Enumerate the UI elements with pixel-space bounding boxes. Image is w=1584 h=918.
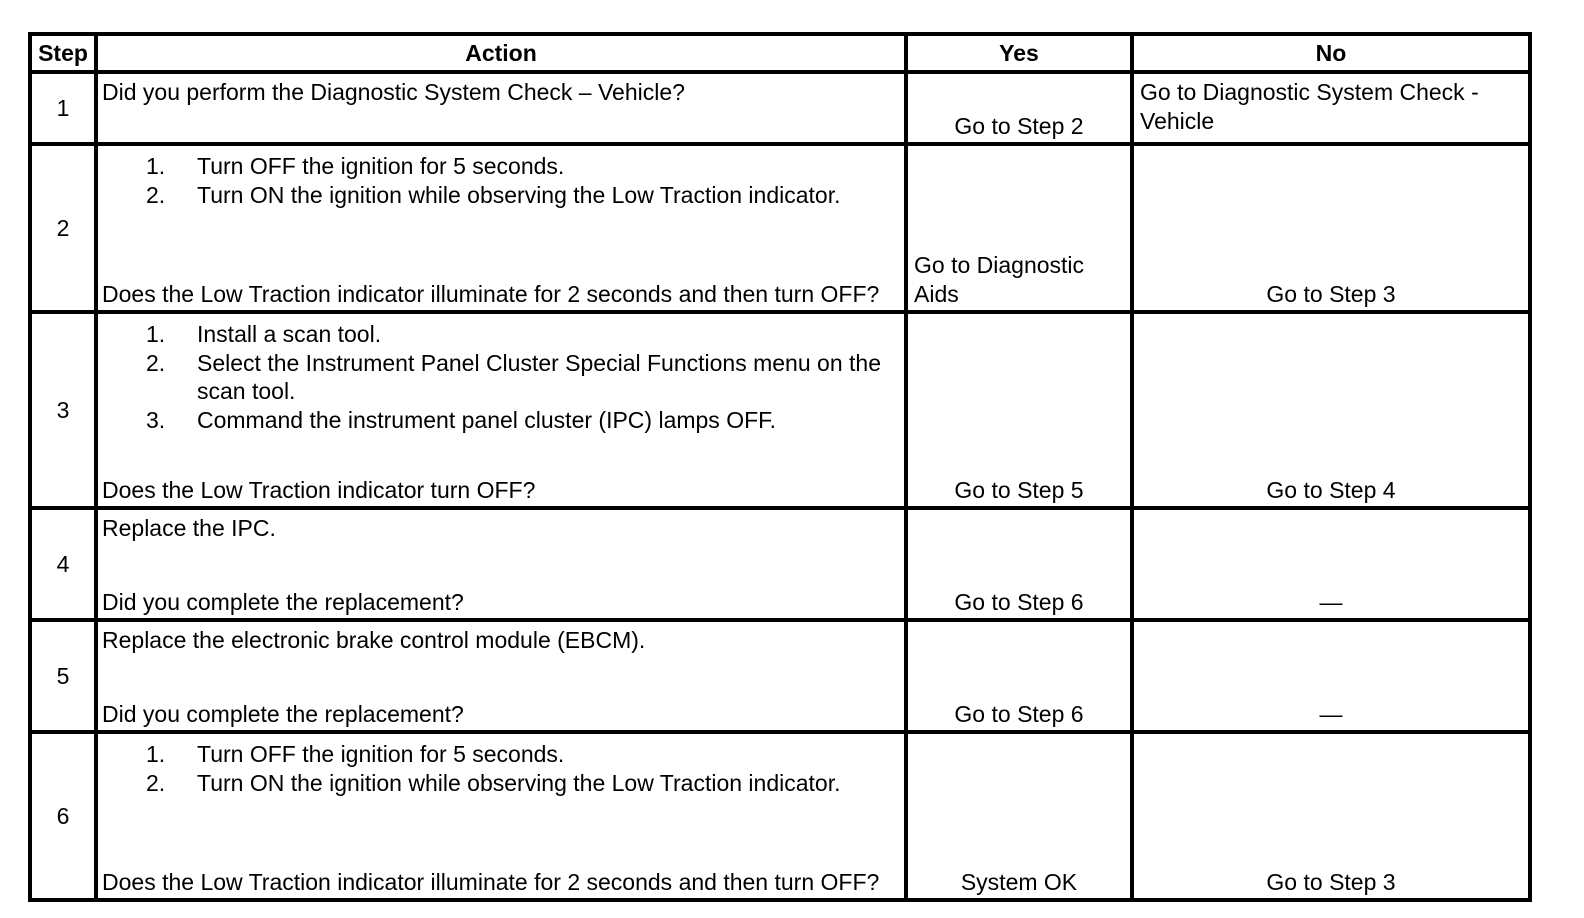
no-cell [1132, 732, 1530, 900]
yes-cell [906, 72, 1132, 144]
yes-cell [906, 312, 1132, 508]
yes-cell [906, 144, 1132, 312]
list-item: 2. Turn ON the ignition while observing the Low Traction indicator. [146, 181, 841, 208]
table-row [30, 620, 1530, 732]
no-cell [1132, 312, 1530, 508]
yes-cell [906, 508, 1132, 620]
header-action: Action [96, 34, 906, 72]
step-number: 4 [30, 508, 96, 620]
no-cell [1132, 620, 1530, 732]
step-number: 5 [30, 620, 96, 732]
action-question: Does the Low Traction indicator illuminate for 2 seconds and then turn OFF? [102, 868, 880, 895]
action-cell [96, 312, 906, 508]
yes-result: Go to Diagnostic Aids [914, 252, 1085, 307]
action-question: Does the Low Traction indicator illuminate for 2 seconds and then turn OFF? [102, 280, 880, 307]
yes-result: Go to Step 6 [954, 588, 1084, 615]
no-result: — [1319, 588, 1343, 615]
header-no: No [1132, 34, 1530, 72]
header-row [30, 34, 1530, 72]
header-step: Step [30, 34, 96, 72]
action-text: Replace the IPC. [102, 515, 276, 541]
list-item: 3. Command the instrument panel cluster (IPC) lamps OFF. [146, 406, 777, 433]
action-text: Replace the electronic brake control module (EBCM). [102, 627, 646, 653]
no-cell [1132, 508, 1530, 620]
action-question: Did you complete the replacement? [102, 700, 464, 727]
no-result: Go to Step 3 [1266, 868, 1396, 895]
table-row [30, 732, 1530, 900]
list-item: 1. Install a scan tool. [146, 321, 382, 347]
no-result: Go to Step 3 [1266, 280, 1396, 307]
yes-result: Go to Step 2 [954, 112, 1084, 139]
yes-cell [906, 732, 1132, 900]
header-yes: Yes [906, 34, 1132, 72]
action-cell [96, 732, 906, 900]
diagnostic-table [28, 32, 1532, 902]
yes-result: System OK [960, 868, 1078, 895]
no-cell [1132, 72, 1530, 144]
action-cell [96, 144, 906, 312]
action-question: Does the Low Traction indicator turn OFF? [102, 476, 536, 503]
action-cell [96, 620, 906, 732]
action-cell [96, 508, 906, 620]
table-row [30, 312, 1530, 508]
no-result: Go to Step 4 [1266, 476, 1396, 503]
list-item: 1. Turn OFF the ignition for 5 seconds. [146, 153, 565, 179]
no-result: Go to Diagnostic System Check - Vehicle [1140, 79, 1479, 134]
yes-cell [906, 620, 1132, 732]
no-result: — [1319, 700, 1343, 727]
list-item: 2. Select the Instrument Panel Cluster Special Functions menu on the scan tool. [146, 349, 881, 404]
list-item: 1. Turn OFF the ignition for 5 seconds. [146, 741, 565, 767]
list-item: 2. Turn ON the ignition while observing the Low Traction indicator. [146, 769, 841, 796]
yes-result: Go to Step 5 [954, 476, 1084, 503]
table-row [30, 508, 1530, 620]
table-row [30, 72, 1530, 144]
action-question: Did you complete the replacement? [102, 588, 464, 615]
table-row [30, 144, 1530, 312]
action-cell [96, 72, 906, 144]
yes-result: Go to Step 6 [954, 700, 1084, 727]
step-number: 3 [30, 312, 96, 508]
action-text: Did you perform the Diagnostic System Check – Vehicle? [102, 79, 685, 105]
step-number: 1 [30, 72, 96, 144]
step-number: 2 [30, 144, 96, 312]
step-number: 6 [30, 732, 96, 900]
no-cell [1132, 144, 1530, 312]
